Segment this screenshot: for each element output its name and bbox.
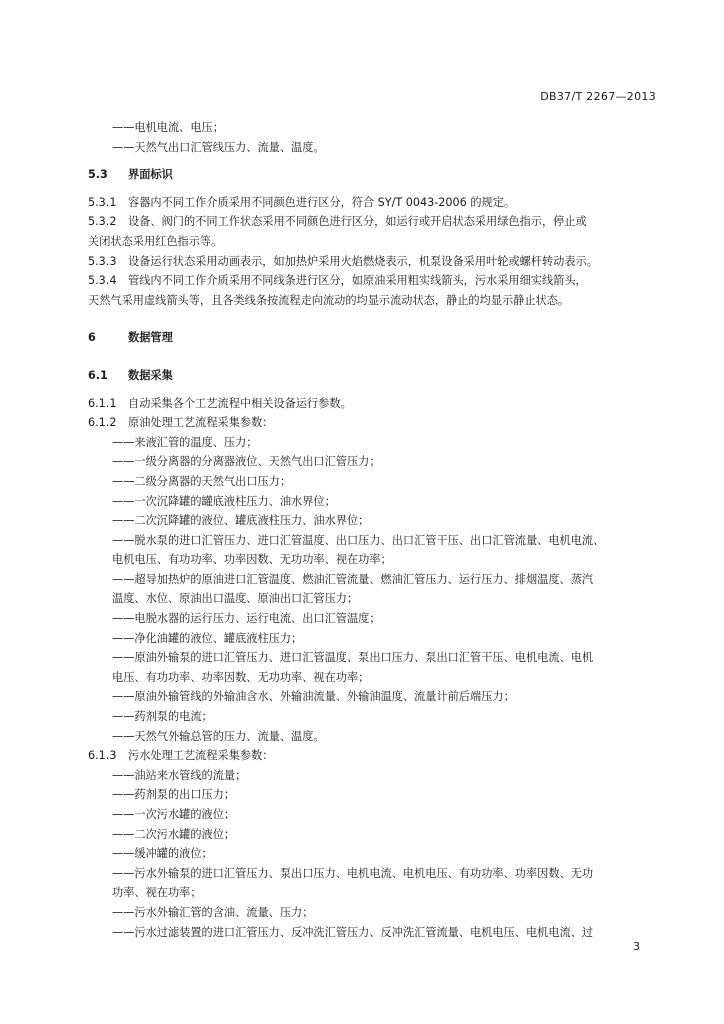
list-item: ——来液汇管的温度、压力； (112, 435, 258, 449)
clause-number: 6.1.1 (88, 396, 117, 410)
list-item: ——脱水泵的进口汇管压力、进口汇管温度、出口压力、出口汇管干压、出口汇管流量、电机电流、 (112, 533, 605, 547)
list-item: ——电脱水器的运行压力、运行电流、出口汇管温度； (112, 612, 381, 626)
list-item: ——污水过滤装置的进口汇管压力、反冲洗汇管压力、反冲洗汇管流量、电机电压、电机电流、过 (112, 925, 594, 939)
spacer (88, 348, 660, 366)
clause-text: 管线内不同工作介质采用不同线条进行区分，如原油采用粗实线箭头，污水采用细实线箭头， (128, 274, 587, 288)
clause-text: 污水处理工艺流程采集参数： (128, 749, 274, 763)
list-item: ——缓冲罐的液位； (112, 847, 213, 861)
spacer (88, 157, 660, 165)
list-item: ——净化油罐的液位、罐底液柱压力； (112, 631, 303, 645)
clause-text: 设备、阀门的不同工作状态采用不同颜色进行区分，如运行或开启状态采用绿色指示，停止或 (128, 215, 587, 229)
list-item: ——二次污水罐的液位； (112, 827, 236, 841)
clause-paragraph (88, 212, 660, 232)
section-number: 6 (88, 331, 96, 345)
clause-paragraph (88, 271, 660, 291)
section-title: 界面标识 (128, 168, 173, 182)
clause-paragraph (88, 746, 660, 766)
clause-continuation: 天然气采用虚线箭头等，且各类线条按流程走向流动的均显示流动状态，静止的均显示静止状态。 (88, 293, 570, 307)
list-item: ——原油外输管线的外输油含水、外输油流量、外输油温度、流量计前后端压力； (112, 690, 515, 704)
clause-paragraph (88, 252, 660, 272)
list-item: ——一次污水罐的液位； (112, 808, 236, 821)
list-item: ——药剂泵的出口压力； (112, 788, 236, 802)
page-number: 3 (633, 940, 640, 953)
section-number: 5.3 (88, 168, 108, 182)
section-number: 6.1 (88, 368, 108, 382)
clause-number: 6.1.2 (88, 416, 117, 430)
clause-text: 自动采集各个工艺流程中相关设备运行参数。 (128, 396, 352, 410)
section-title: 数据管理 (128, 331, 173, 345)
list-item: ——超导加热炉的原油进口汇管温度、燃油汇管流量、燃油汇管压力、运行压力、排烟温度、蒸汽 (112, 572, 594, 586)
list-item: ——天然气外输总管的压力、流量、温度。 (112, 729, 325, 743)
clause-text: 设备运行状态采用动画表示，如加热炉采用火焰燃烧表示，机泵设备采用叶轮或螺杆转动表示。 (128, 254, 598, 268)
document-body (88, 118, 660, 942)
clause-paragraph (88, 193, 660, 213)
list-item: ——原油外输泵的进口汇管压力、进口汇管温度、泵出口压力、泵出口汇管干压、电机电流、电机 (112, 651, 594, 665)
section-heading (88, 366, 660, 386)
clause-number: 5.3.2 (88, 215, 117, 229)
section-title: 数据采集 (128, 368, 173, 382)
section-heading (88, 165, 660, 185)
clause-continuation: 关闭状态采用红色指示等。 (88, 234, 223, 248)
clause-number: 5.3.3 (88, 254, 117, 268)
spacer (88, 386, 660, 394)
list-item-continuation: 电机电压、有功功率、功率因数、无功功率、视在功率； (112, 553, 392, 567)
list-item: ——天然气出口汇管线压力、流量、温度。 (112, 140, 325, 154)
section-heading (88, 328, 660, 348)
clause-number: 6.1.3 (88, 749, 117, 763)
list-item: ——电机电流、电压； (112, 121, 224, 134)
list-item-continuation: 温度、水位、原油出口温度、原油出口汇管压力； (112, 592, 359, 606)
clause-paragraph (88, 413, 660, 433)
clause-number: 5.3.1 (88, 195, 117, 209)
clause-text: 容器内不同工作介质采用不同颜色进行区分，符合 SY/T 0043-2006 的规定。 (128, 195, 516, 209)
spacer (88, 185, 660, 193)
standard-code-header: DB37/T 2267—2013 (540, 90, 656, 103)
list-item: ——二次沉降罐的液位、罐底液柱压力、油水界位； (112, 514, 370, 528)
list-item: ——二级分离器的天然气出口压力； (112, 474, 292, 488)
clause-paragraph (88, 394, 660, 414)
clause-text: 原油处理工艺流程采集参数： (128, 416, 274, 430)
spacer (88, 310, 660, 328)
list-item: ——污水外输泵的进口汇管压力、泵出口压力、电机电流、电机电压、有功功率、功率因数、无功 (112, 866, 594, 880)
list-item: ——一级分离器的分离器液位、天然气出口汇管压力； (112, 455, 381, 469)
list-item: ——油站来水管线的流量； (112, 768, 247, 782)
clause-number: 5.3.4 (88, 274, 117, 288)
list-item-continuation: 电压、有功功率、功率因数、无功功率、视在功率； (112, 670, 370, 684)
list-item: ——污水外输汇管的含油、流量、压力； (112, 905, 314, 919)
list-item: ——药剂泵的电流； (112, 710, 213, 724)
list-item-continuation: 功率、视在功率； (112, 886, 202, 900)
list-item: ——一次沉降罐的罐底液柱压力、油水界位； (112, 494, 336, 508)
